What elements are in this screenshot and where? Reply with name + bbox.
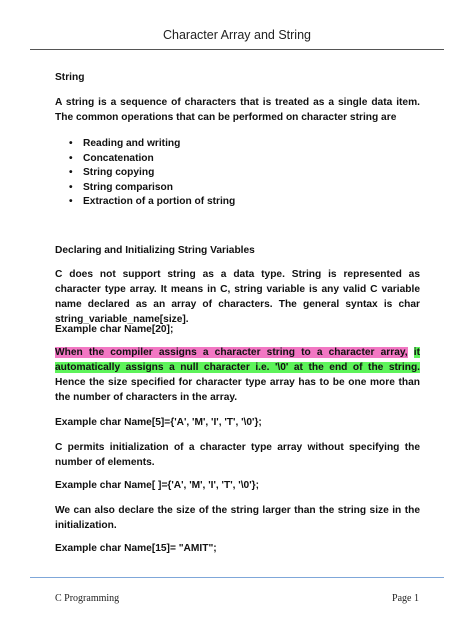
highlight-pink: When the compiler assigns a character string to a character array, bbox=[55, 347, 408, 358]
footer-divider bbox=[30, 577, 444, 578]
list-item: • Concatenation bbox=[55, 151, 235, 166]
example-initialization-sized: Example char Name[5]={'A', 'M', 'I', 'T', '\0'}; bbox=[55, 417, 262, 428]
example-initialization-unsized: Example char Name[ ]={'A', 'M', 'I', 'T', '\0'}; bbox=[55, 480, 259, 491]
section-heading-string: String bbox=[55, 72, 85, 83]
list-item: • Reading and writing bbox=[55, 136, 235, 151]
footer-course-title: C Programming bbox=[55, 593, 120, 604]
highlight-green: it automatically assigns a null character i.e. '\0' at the end of the string. bbox=[55, 347, 420, 373]
example-string-literal: Example char Name[15]= "AMIT"; bbox=[55, 543, 217, 554]
unsized-initialization-paragraph: C permits initialization of a character type array without specifying the number of elements. bbox=[55, 442, 420, 468]
section-heading-declaring: Declaring and Initializing String Variables bbox=[55, 245, 255, 256]
list-item: • String comparison bbox=[55, 180, 235, 195]
list-item: • String copying bbox=[55, 165, 235, 180]
null-character-paragraph bbox=[55, 345, 420, 405]
paragraph-text: Hence the size specified for character type array has to be one more than the number of characters in the array. bbox=[55, 377, 420, 403]
list-item: • Extraction of a portion of string bbox=[55, 194, 235, 209]
page-number: Page 1 bbox=[392, 593, 419, 604]
page-title: Character Array and String bbox=[163, 28, 311, 42]
operations-list bbox=[55, 136, 235, 209]
string-intro-paragraph: A string is a sequence of characters that is treated as a single data item. The common operations that can be performed on character string are bbox=[55, 97, 420, 123]
declaring-paragraph: C does not support string as a data type. String is represented as character type array. It means in C, string variable is any valid C variable name declared as an array of characters. The general syntax is char string_variable_name[size]. bbox=[55, 269, 420, 325]
larger-size-paragraph: We can also declare the size of the string larger than the string size in the initialization. bbox=[55, 505, 420, 531]
header-divider bbox=[30, 49, 444, 50]
example-declaration: Example char Name[20]; bbox=[55, 324, 174, 335]
